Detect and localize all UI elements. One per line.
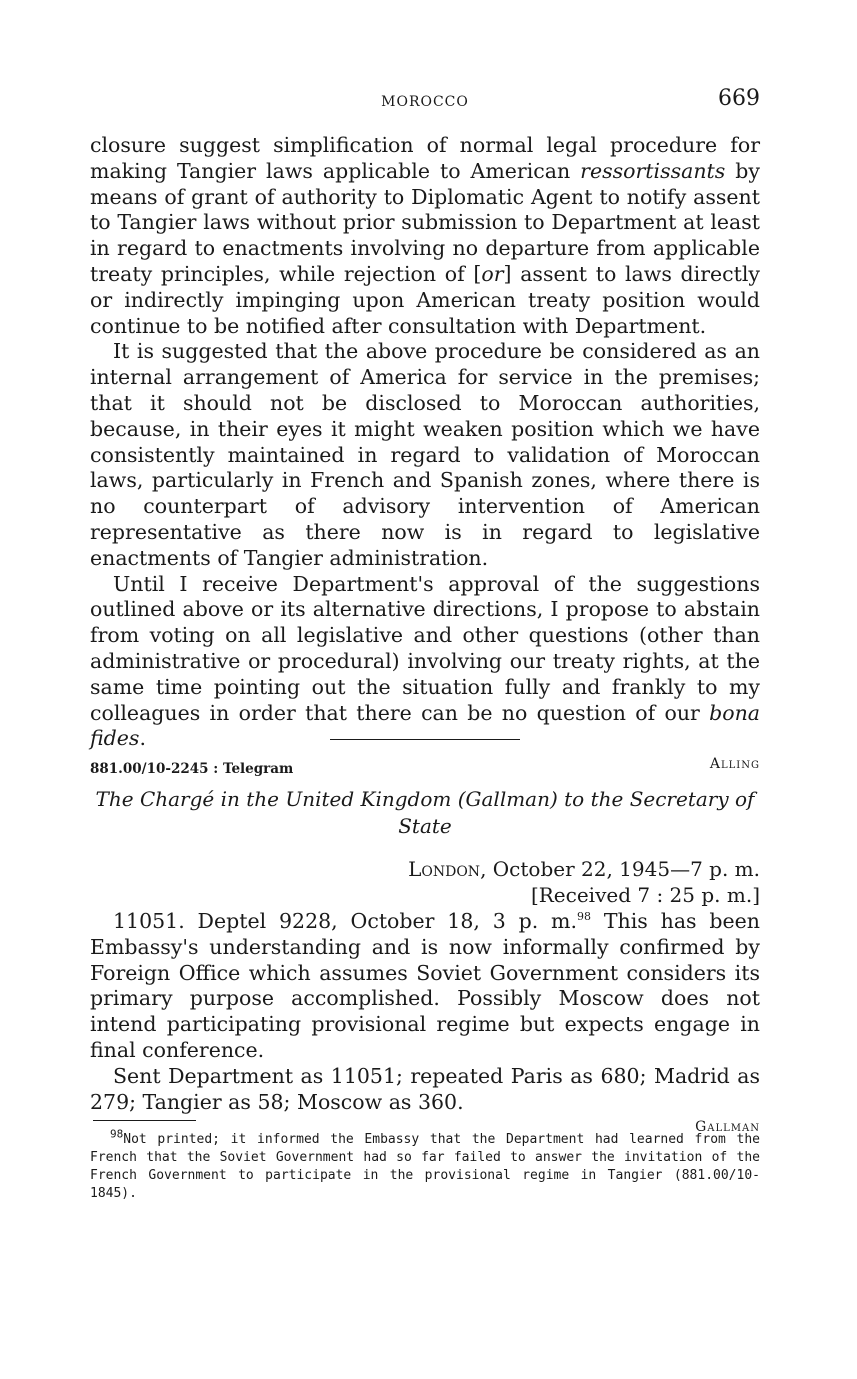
page-number: 669	[718, 86, 760, 111]
paragraph: closure suggest simplification of normal legal procedure for making Tangier laws applicable to American ressortissants by means of grant of authority to Diplomatic Agent to notify assent to Tangier laws without prior submission to Department at least in regard to enactments involving no departure from applicable treaty principles, while rejection of [or] assent to laws directly or indirectly impinging upon American treaty position would continue to be notified after consultation with Department.	[90, 133, 760, 338]
document-title: The Chargé in the United Kingdom (Gallman) to the Secretary of State	[95, 787, 755, 838]
paragraph: Sent Department as 11051; repeated Paris as 680; Madrid as 279; Tangier as 58; Moscow as 360.	[90, 1063, 760, 1114]
received-time: [Received 7 : 25 p. m.]	[530, 883, 760, 907]
section-divider	[330, 739, 520, 740]
signature: Gallman	[695, 1119, 760, 1136]
footnote-rule	[93, 1120, 196, 1121]
page-header	[90, 86, 760, 116]
file-reference: 881.00/10-2245 : Telegram	[90, 761, 294, 777]
footnote-reference: 98	[577, 910, 592, 924]
telegram-body	[90, 909, 760, 1141]
paragraph: Until I receive Department's approval of the suggestions outlined above or its alternative directions, I propose to abstain from voting on all legislative and other questions (other than administrative or procedural) involving our treaty rights, at the same time pointing out the situation fully and frankly to my colleagues in order that there can be no question of our bona fides.	[90, 571, 760, 751]
footnote-marker: 98	[110, 1127, 124, 1141]
running-title: MOROCCO	[381, 94, 469, 110]
paragraph: It is suggested that the above procedure be considered as an internal arrangement of America for service in the premises; that it should not be disclosed to Moroccan authorities, because, in their eyes it might weaken position which we have consistently maintained in regard to validation of Moroccan laws, particularly in French and Spanish zones, where there is no counterpart of advisory intervention of American representative as there now is in regard to legislative enactments of Tangier administration.	[90, 339, 760, 570]
telegram-continuation	[90, 133, 760, 778]
footnote: $^{98}$Not printed; it informed the Embassy that the Department had learned from the French that the Soviet Government had so far failed to answer the invitation of the French Government to participate in the provisional regime in Tangier (881.00/10-1845).	[90, 1127, 760, 1201]
dateline: London, October 22, 1945—7 p. m. [Received 7 : 25 p. m.]	[408, 857, 760, 907]
signature: Alling	[709, 756, 760, 773]
paragraph: 11051. Deptel 9228, October 18, 3 p. m.$^{98}$ This has been Embassy's understanding and is now informally confirmed by Foreign Office which assumes Soviet Government considers its primary purpose accomplished. Possibly Moscow does not intend participating provisional regime but expects engage in final conference.	[90, 909, 760, 1062]
